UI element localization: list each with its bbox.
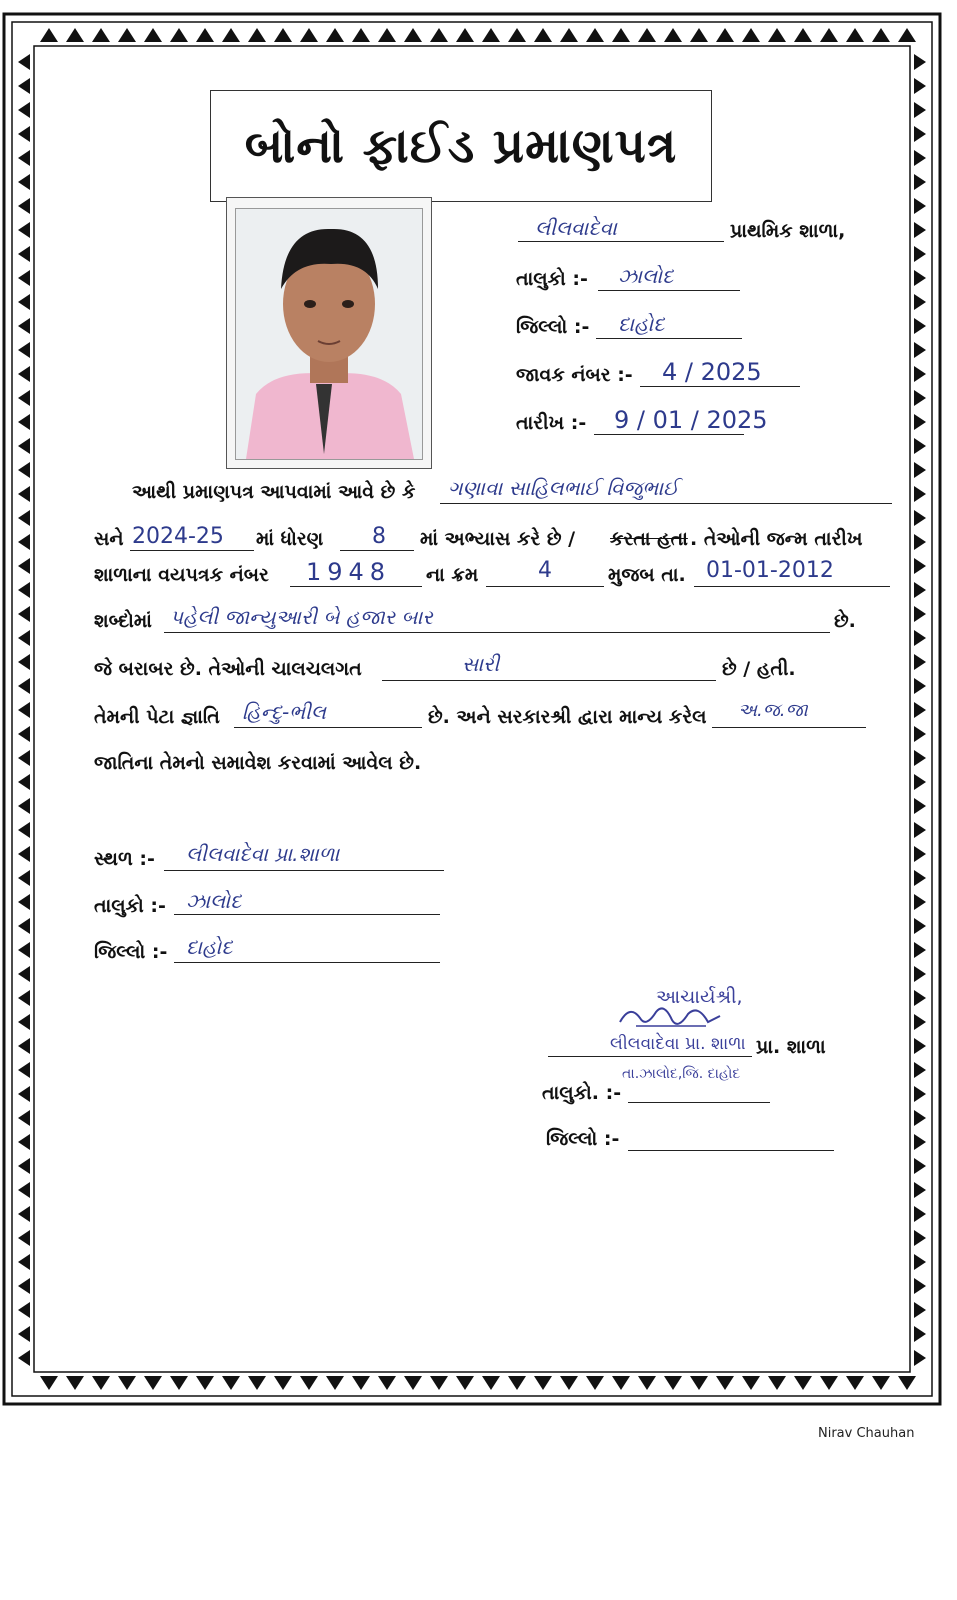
- border-triangle: [898, 1376, 916, 1390]
- border-triangle: [914, 1038, 926, 1054]
- border-triangle: [18, 1230, 30, 1246]
- signature-district-underline: [628, 1150, 834, 1151]
- district-underline: [596, 338, 742, 339]
- place-taluka-label: તાલુકો :-: [94, 895, 166, 917]
- border-triangle: [18, 702, 30, 718]
- border-triangle: [18, 1110, 30, 1126]
- school-stamp-underline: [548, 1056, 752, 1057]
- border-triangle: [914, 774, 926, 790]
- body-line-1-text: આથી પ્રમાણપત્ર આપવામાં આવે છે કે: [132, 481, 416, 503]
- border-triangle: [914, 798, 926, 814]
- body-line-3-suffix: મુજબ તા.: [608, 564, 686, 586]
- border-triangle: [846, 1376, 864, 1390]
- border-triangle: [586, 28, 604, 42]
- place-district-underline: [174, 962, 440, 963]
- border-triangle: [534, 28, 552, 42]
- body-line-6-prefix: તેમની પેટા જ્ઞાતિ: [94, 706, 220, 728]
- border-triangle: [18, 750, 30, 766]
- border-triangle: [914, 150, 926, 166]
- school-name-underline: [518, 241, 724, 242]
- border-triangle: [690, 28, 708, 42]
- district-value: દાહોદ: [618, 312, 665, 336]
- academic-year-value: 2024-25: [132, 524, 224, 549]
- signature-taluka-underline: [628, 1102, 770, 1103]
- border-triangle: [18, 342, 30, 358]
- border-triangle: [914, 246, 926, 262]
- border-triangle: [18, 174, 30, 190]
- border-triangle: [456, 28, 474, 42]
- border-triangle: [914, 342, 926, 358]
- border-triangle: [18, 462, 30, 478]
- border-triangle: [18, 918, 30, 934]
- border-triangle: [914, 78, 926, 94]
- border-triangle: [914, 1230, 926, 1246]
- border-triangle: [274, 28, 292, 42]
- border-triangle: [40, 1376, 58, 1390]
- border-triangle: [404, 1376, 422, 1390]
- border-triangle: [300, 28, 318, 42]
- border-triangle: [914, 918, 926, 934]
- border-triangle: [144, 28, 162, 42]
- school-name-value: લીલવાદેવા: [535, 216, 617, 240]
- border-triangle: [378, 28, 396, 42]
- sub-caste-underline: [234, 727, 422, 728]
- border-triangle: [914, 606, 926, 622]
- place-taluka-underline: [174, 914, 440, 915]
- register-number-value: 1948: [306, 558, 392, 586]
- border-triangle: [482, 28, 500, 42]
- border-triangle: [326, 28, 344, 42]
- border-triangle: [18, 1086, 30, 1102]
- border-triangle: [18, 102, 30, 118]
- border-triangle: [914, 1086, 926, 1102]
- border-triangle: [914, 366, 926, 382]
- border-triangle: [914, 1110, 926, 1126]
- register-number-underline: [290, 586, 422, 587]
- conduct-value: સારી: [462, 652, 500, 676]
- place-value: લીલવાદેવા પ્રા.શાળા: [186, 842, 340, 866]
- border-triangle: [196, 28, 214, 42]
- border-triangle: [326, 1376, 344, 1390]
- category-value: અ.જ.જા: [738, 700, 808, 721]
- school-stamp-address: તા.ઝાલોદ,જિ. દાહોદ: [622, 1066, 741, 1082]
- signature-taluka-label: તાલુકો. :-: [542, 1082, 622, 1104]
- border-triangle: [914, 1350, 926, 1366]
- border-triangle: [18, 126, 30, 142]
- border-triangle: [144, 1376, 162, 1390]
- border-triangle: [914, 1278, 926, 1294]
- student-name-underline: [440, 503, 892, 504]
- border-triangle: [664, 28, 682, 42]
- border-triangle: [914, 462, 926, 478]
- border-triangle: [274, 1376, 292, 1390]
- border-triangle: [18, 510, 30, 526]
- student-photo: [235, 208, 423, 460]
- border-triangle: [914, 1302, 926, 1318]
- border-triangle: [914, 1182, 926, 1198]
- body-line-4-suffix: છે.: [834, 610, 856, 632]
- border-triangle: [914, 822, 926, 838]
- body-line-3-mid: ના ક્રમ: [426, 564, 479, 586]
- student-portrait-icon: [236, 209, 422, 459]
- border-triangle: [18, 1158, 30, 1174]
- border-triangle: [872, 28, 890, 42]
- title-box: [210, 90, 712, 202]
- border-triangle: [18, 54, 30, 70]
- border-triangle: [18, 990, 30, 1006]
- border-triangle: [508, 28, 526, 42]
- border-triangle: [820, 28, 838, 42]
- body-line-7: જાતિના તેમનો સમાવેશ કરવામાં આવેલ છે.: [94, 752, 422, 774]
- signature-district-label: જિલ્લો :-: [546, 1128, 620, 1150]
- border-triangle: [118, 28, 136, 42]
- border-triangle: [18, 534, 30, 550]
- border-triangle: [508, 1376, 526, 1390]
- border-triangle: [914, 1014, 926, 1030]
- border-triangle: [914, 726, 926, 742]
- border-triangle: [914, 966, 926, 982]
- border-triangle: [914, 1254, 926, 1270]
- border-triangle: [18, 1278, 30, 1294]
- border-triangle: [18, 294, 30, 310]
- serial-number-underline: [486, 586, 604, 587]
- border-triangle: [18, 246, 30, 262]
- border-triangle: [18, 1326, 30, 1342]
- birth-date-words-underline: [164, 632, 830, 633]
- border-triangle: [40, 28, 58, 42]
- border-triangle: [18, 438, 30, 454]
- outward-number-underline: [640, 386, 800, 387]
- body-line-4-prefix: શબ્દોમાં: [94, 610, 152, 632]
- date-label: તારીખ :-: [516, 412, 587, 434]
- body-line-2-prefix: સને: [94, 528, 124, 550]
- border-triangle: [456, 1376, 474, 1390]
- border-triangle: [914, 990, 926, 1006]
- border-triangle: [914, 1326, 926, 1342]
- border-triangle: [18, 1182, 30, 1198]
- student-photo-frame: [226, 197, 432, 469]
- border-triangle: [18, 414, 30, 430]
- border-triangle: [118, 1376, 136, 1390]
- body-line-6-mid: છે. અને સરકારશ્રી દ્વારા માન્ય કરેલ: [428, 706, 707, 728]
- border-triangle: [872, 1376, 890, 1390]
- border-triangle: [18, 942, 30, 958]
- border-triangle: [18, 390, 30, 406]
- border-triangle: [794, 1376, 812, 1390]
- border-triangle: [638, 1376, 656, 1390]
- serial-number-value: 4: [538, 558, 552, 583]
- district-label: જિલ્લો :-: [516, 316, 590, 338]
- border-triangle: [222, 1376, 240, 1390]
- birth-date-words-value: પહેલી જાન્યુઆરી બે હજાર બાર: [170, 605, 433, 629]
- border-triangle: [612, 28, 630, 42]
- border-triangle: [914, 318, 926, 334]
- date-underline: [594, 434, 744, 435]
- place-taluka-value: ઝાલોદ: [186, 889, 242, 913]
- border-triangle: [914, 1158, 926, 1174]
- border-triangle: [914, 294, 926, 310]
- border-triangle: [914, 174, 926, 190]
- border-triangle: [92, 28, 110, 42]
- border-triangle: [612, 1376, 630, 1390]
- border-triangle: [18, 966, 30, 982]
- border-triangle: [18, 198, 30, 214]
- body-line-5-prefix: જે બરાબર છે. તેઓની ચાલચલગત: [94, 658, 362, 680]
- border-triangle: [18, 1062, 30, 1078]
- border-triangle: [430, 28, 448, 42]
- certificate-title: બોનો ફાઈડ પ્રમાણપત્ર: [244, 117, 678, 174]
- border-triangle: [18, 582, 30, 598]
- body-line-3-prefix: શાળાના વયપત્રક નંબર: [94, 564, 269, 586]
- border-triangle: [196, 1376, 214, 1390]
- border-triangle: [820, 1376, 838, 1390]
- body-line-5-suffix: છે / હતી.: [722, 658, 796, 680]
- border-triangle: [18, 726, 30, 742]
- border-triangle: [378, 1376, 396, 1390]
- border-triangle: [914, 222, 926, 238]
- border-triangle: [638, 28, 656, 42]
- border-triangle: [914, 582, 926, 598]
- border-triangle: [560, 28, 578, 42]
- border-triangle: [18, 894, 30, 910]
- sub-caste-value: હિન્દુ-ભીલ: [242, 700, 326, 724]
- border-triangle: [716, 1376, 734, 1390]
- border-triangle: [18, 822, 30, 838]
- border-triangle: [914, 102, 926, 118]
- border-triangle: [18, 1014, 30, 1030]
- border-triangle: [914, 630, 926, 646]
- border-triangle: [914, 894, 926, 910]
- signature-school-suffix: પ્રા. શાળા: [756, 1036, 826, 1058]
- border-triangle: [66, 1376, 84, 1390]
- border-triangle: [18, 1134, 30, 1150]
- place-district-label: જિલ્લો :-: [94, 941, 168, 963]
- standard-value: 8: [372, 524, 386, 549]
- taluka-label: તાલુકો :-: [516, 268, 588, 290]
- border-triangle: [18, 366, 30, 382]
- border-triangle: [914, 1134, 926, 1150]
- school-stamp-name: લીલવાદેવા પ્રા. શાળા: [610, 1034, 746, 1054]
- border-triangle: [914, 198, 926, 214]
- border-triangle: [914, 390, 926, 406]
- body-line-2-mid: માં ધોરણ: [256, 528, 324, 550]
- place-district-value: દાહોદ: [186, 935, 233, 959]
- border-triangle: [914, 438, 926, 454]
- student-name-value: ગણાવા સાહિલભાઈ વિજુભાઈ: [448, 476, 679, 500]
- border-triangle: [914, 54, 926, 70]
- border-triangle: [914, 678, 926, 694]
- body-line-2-suffix-a: માં અભ્યાસ કરે છે /: [420, 528, 576, 550]
- border-triangle: [846, 28, 864, 42]
- birth-date-underline: [694, 586, 890, 587]
- category-underline: [712, 727, 866, 728]
- border-triangle: [170, 28, 188, 42]
- border-triangle: [300, 1376, 318, 1390]
- border-triangle: [18, 774, 30, 790]
- border-triangle: [716, 28, 734, 42]
- border-triangle: [914, 942, 926, 958]
- border-triangle: [914, 270, 926, 286]
- border-triangle: [170, 1376, 188, 1390]
- border-triangle: [914, 846, 926, 862]
- border-triangle: [768, 28, 786, 42]
- date-value: 9 / 01 / 2025: [614, 406, 768, 434]
- border-triangle: [404, 28, 422, 42]
- border-triangle: [914, 414, 926, 430]
- border-triangle: [18, 654, 30, 670]
- border-triangle: [914, 1062, 926, 1078]
- border-triangle: [18, 846, 30, 862]
- border-triangle: [66, 28, 84, 42]
- border-triangle: [914, 654, 926, 670]
- border-triangle: [18, 486, 30, 502]
- footer-credit: Nirav Chauhan: [818, 1426, 915, 1441]
- border-triangle: [222, 28, 240, 42]
- border-triangle: [482, 1376, 500, 1390]
- border-triangle: [18, 78, 30, 94]
- border-triangle: [18, 150, 30, 166]
- conduct-underline: [382, 680, 716, 681]
- border-triangle: [18, 606, 30, 622]
- body-line-2-struck: કરતા હતા: [610, 528, 688, 550]
- taluka-value: ઝાલોદ: [618, 264, 674, 288]
- border-triangle: [914, 486, 926, 502]
- border-triangle: [914, 750, 926, 766]
- border-triangle: [430, 1376, 448, 1390]
- birth-date-value: 01-01-2012: [706, 558, 834, 583]
- border-triangle: [18, 318, 30, 334]
- border-triangle: [586, 1376, 604, 1390]
- border-triangle: [92, 1376, 110, 1390]
- place-label: સ્થળ :-: [94, 848, 155, 870]
- border-triangle: [18, 678, 30, 694]
- border-triangle: [18, 558, 30, 574]
- border-triangle: [690, 1376, 708, 1390]
- taluka-underline: [598, 290, 740, 291]
- border-triangle: [534, 1376, 552, 1390]
- academic-year-underline: [130, 550, 254, 551]
- border-triangle: [18, 1302, 30, 1318]
- border-triangle: [248, 1376, 266, 1390]
- border-triangle: [248, 28, 266, 42]
- border-triangle: [18, 798, 30, 814]
- outward-number-label: જાવક નંબર :-: [516, 364, 633, 386]
- border-triangle: [914, 870, 926, 886]
- school-suffix-label: પ્રાથમિક શાળા,: [730, 220, 846, 242]
- border-triangle: [914, 1206, 926, 1222]
- border-triangle: [352, 28, 370, 42]
- border-triangle: [18, 1254, 30, 1270]
- border-triangle: [914, 126, 926, 142]
- border-triangle: [352, 1376, 370, 1390]
- standard-underline: [340, 550, 414, 551]
- border-triangle: [18, 270, 30, 286]
- border-triangle: [914, 510, 926, 526]
- border-triangle: [898, 28, 916, 42]
- place-underline: [164, 870, 444, 871]
- border-triangle: [18, 630, 30, 646]
- border-triangle: [794, 28, 812, 42]
- border-triangle: [18, 1206, 30, 1222]
- border-triangle: [18, 1038, 30, 1054]
- border-triangle: [742, 1376, 760, 1390]
- border-triangle: [914, 702, 926, 718]
- border-triangle: [560, 1376, 578, 1390]
- border-triangle: [914, 558, 926, 574]
- border-triangle: [18, 870, 30, 886]
- outward-number-value: 4 / 2025: [662, 358, 762, 386]
- border-triangle: [914, 534, 926, 550]
- border-triangle: [18, 222, 30, 238]
- principal-signature-icon: [616, 1000, 726, 1034]
- border-triangle: [18, 1350, 30, 1366]
- designation-stamp: આચાર્યશ્રી,: [656, 986, 743, 1008]
- border-triangle: [742, 28, 760, 42]
- border-triangle: [664, 1376, 682, 1390]
- border-triangle: [768, 1376, 786, 1390]
- body-line-2-suffix-b: . તેઓની જન્મ તારીખ: [690, 528, 863, 550]
